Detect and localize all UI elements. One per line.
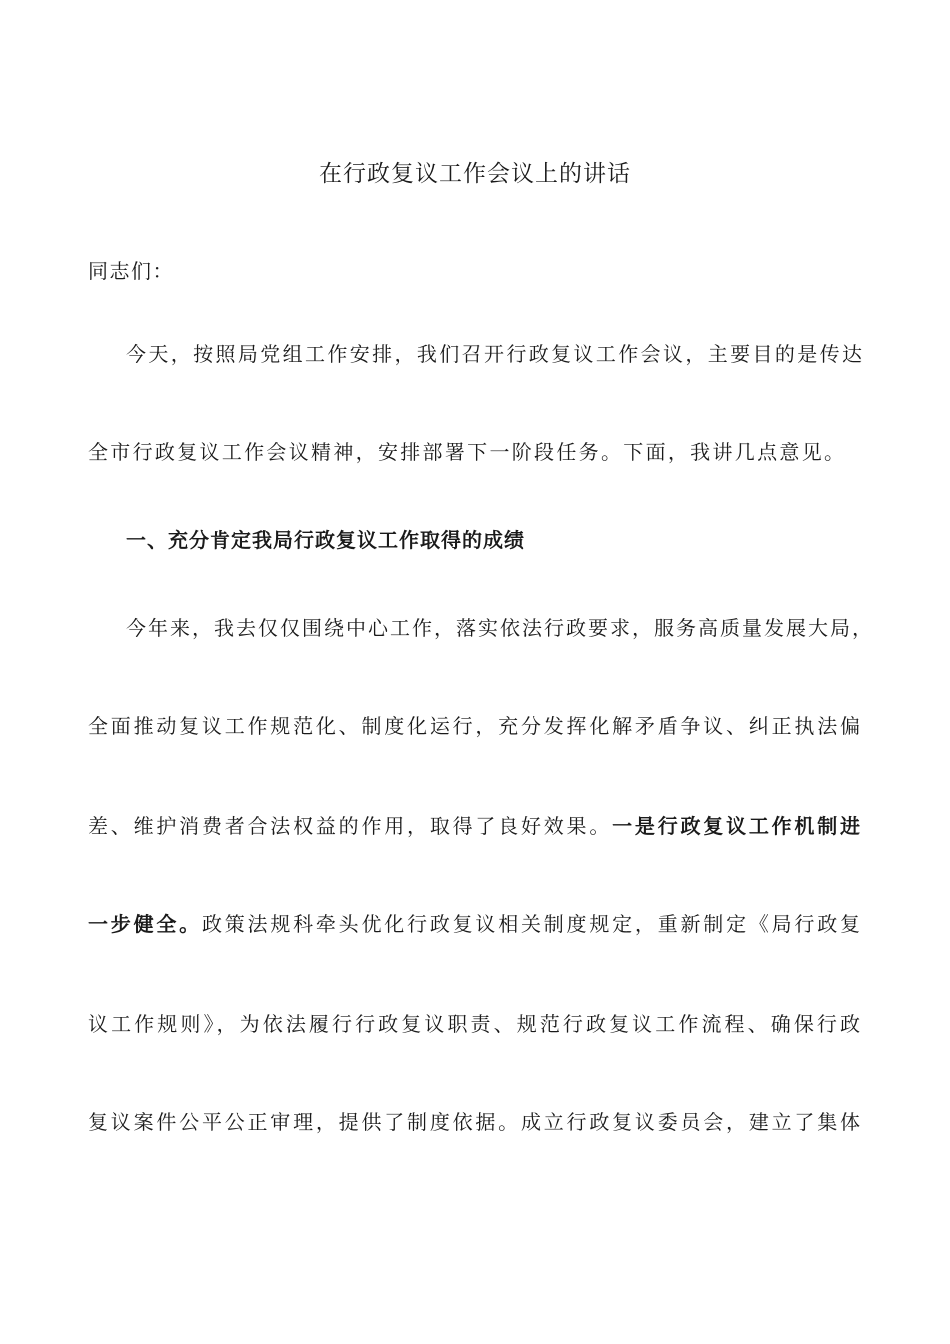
salutation: 同志们：	[88, 259, 174, 283]
para2-line3	[88, 810, 860, 842]
para1-line1: 今天，按照局党组工作安排，我们召开行政复议工作会议，主要目的是传达	[126, 342, 862, 366]
para2-line3-text: 差、维护消费者合法权益的作用，取得了良好效果。	[88, 814, 613, 838]
para2-line4-text: 政策法规科牵头优化行政复议相关制度规定，重新制定《局行政复	[201, 912, 861, 936]
para2-line1: 今年来，我去仅仅围绕中心工作，落实依法行政要求，服务高质量发展大局，	[126, 616, 872, 640]
para2-line5: 议工作规则》，为依法履行行政复议职责、规范行政复议工作流程、确保行政	[88, 1012, 860, 1036]
para2-line3-emphasis: 一是行政复议工作机制进	[612, 814, 861, 838]
para2-line6: 复议案件公平公正审理，提供了制度依据。成立行政复议委员会，建立了集体	[88, 1110, 860, 1134]
para2-line4-emphasis: 一步健全。	[88, 912, 202, 936]
section-heading-1: 一、充分肯定我局行政复议工作取得的成绩	[126, 528, 525, 552]
para2-line2: 全面推动复议工作规范化、制度化运行，充分发挥化解矛盾争议、纠正执法偏	[88, 714, 860, 738]
document-title: 在行政复议工作会议上的讲话	[319, 161, 631, 187]
para1-line2: 全市行政复议工作会议精神，安排部署下一阶段任务。下面，我讲几点意见。	[88, 440, 844, 464]
para2-line4	[88, 908, 860, 940]
